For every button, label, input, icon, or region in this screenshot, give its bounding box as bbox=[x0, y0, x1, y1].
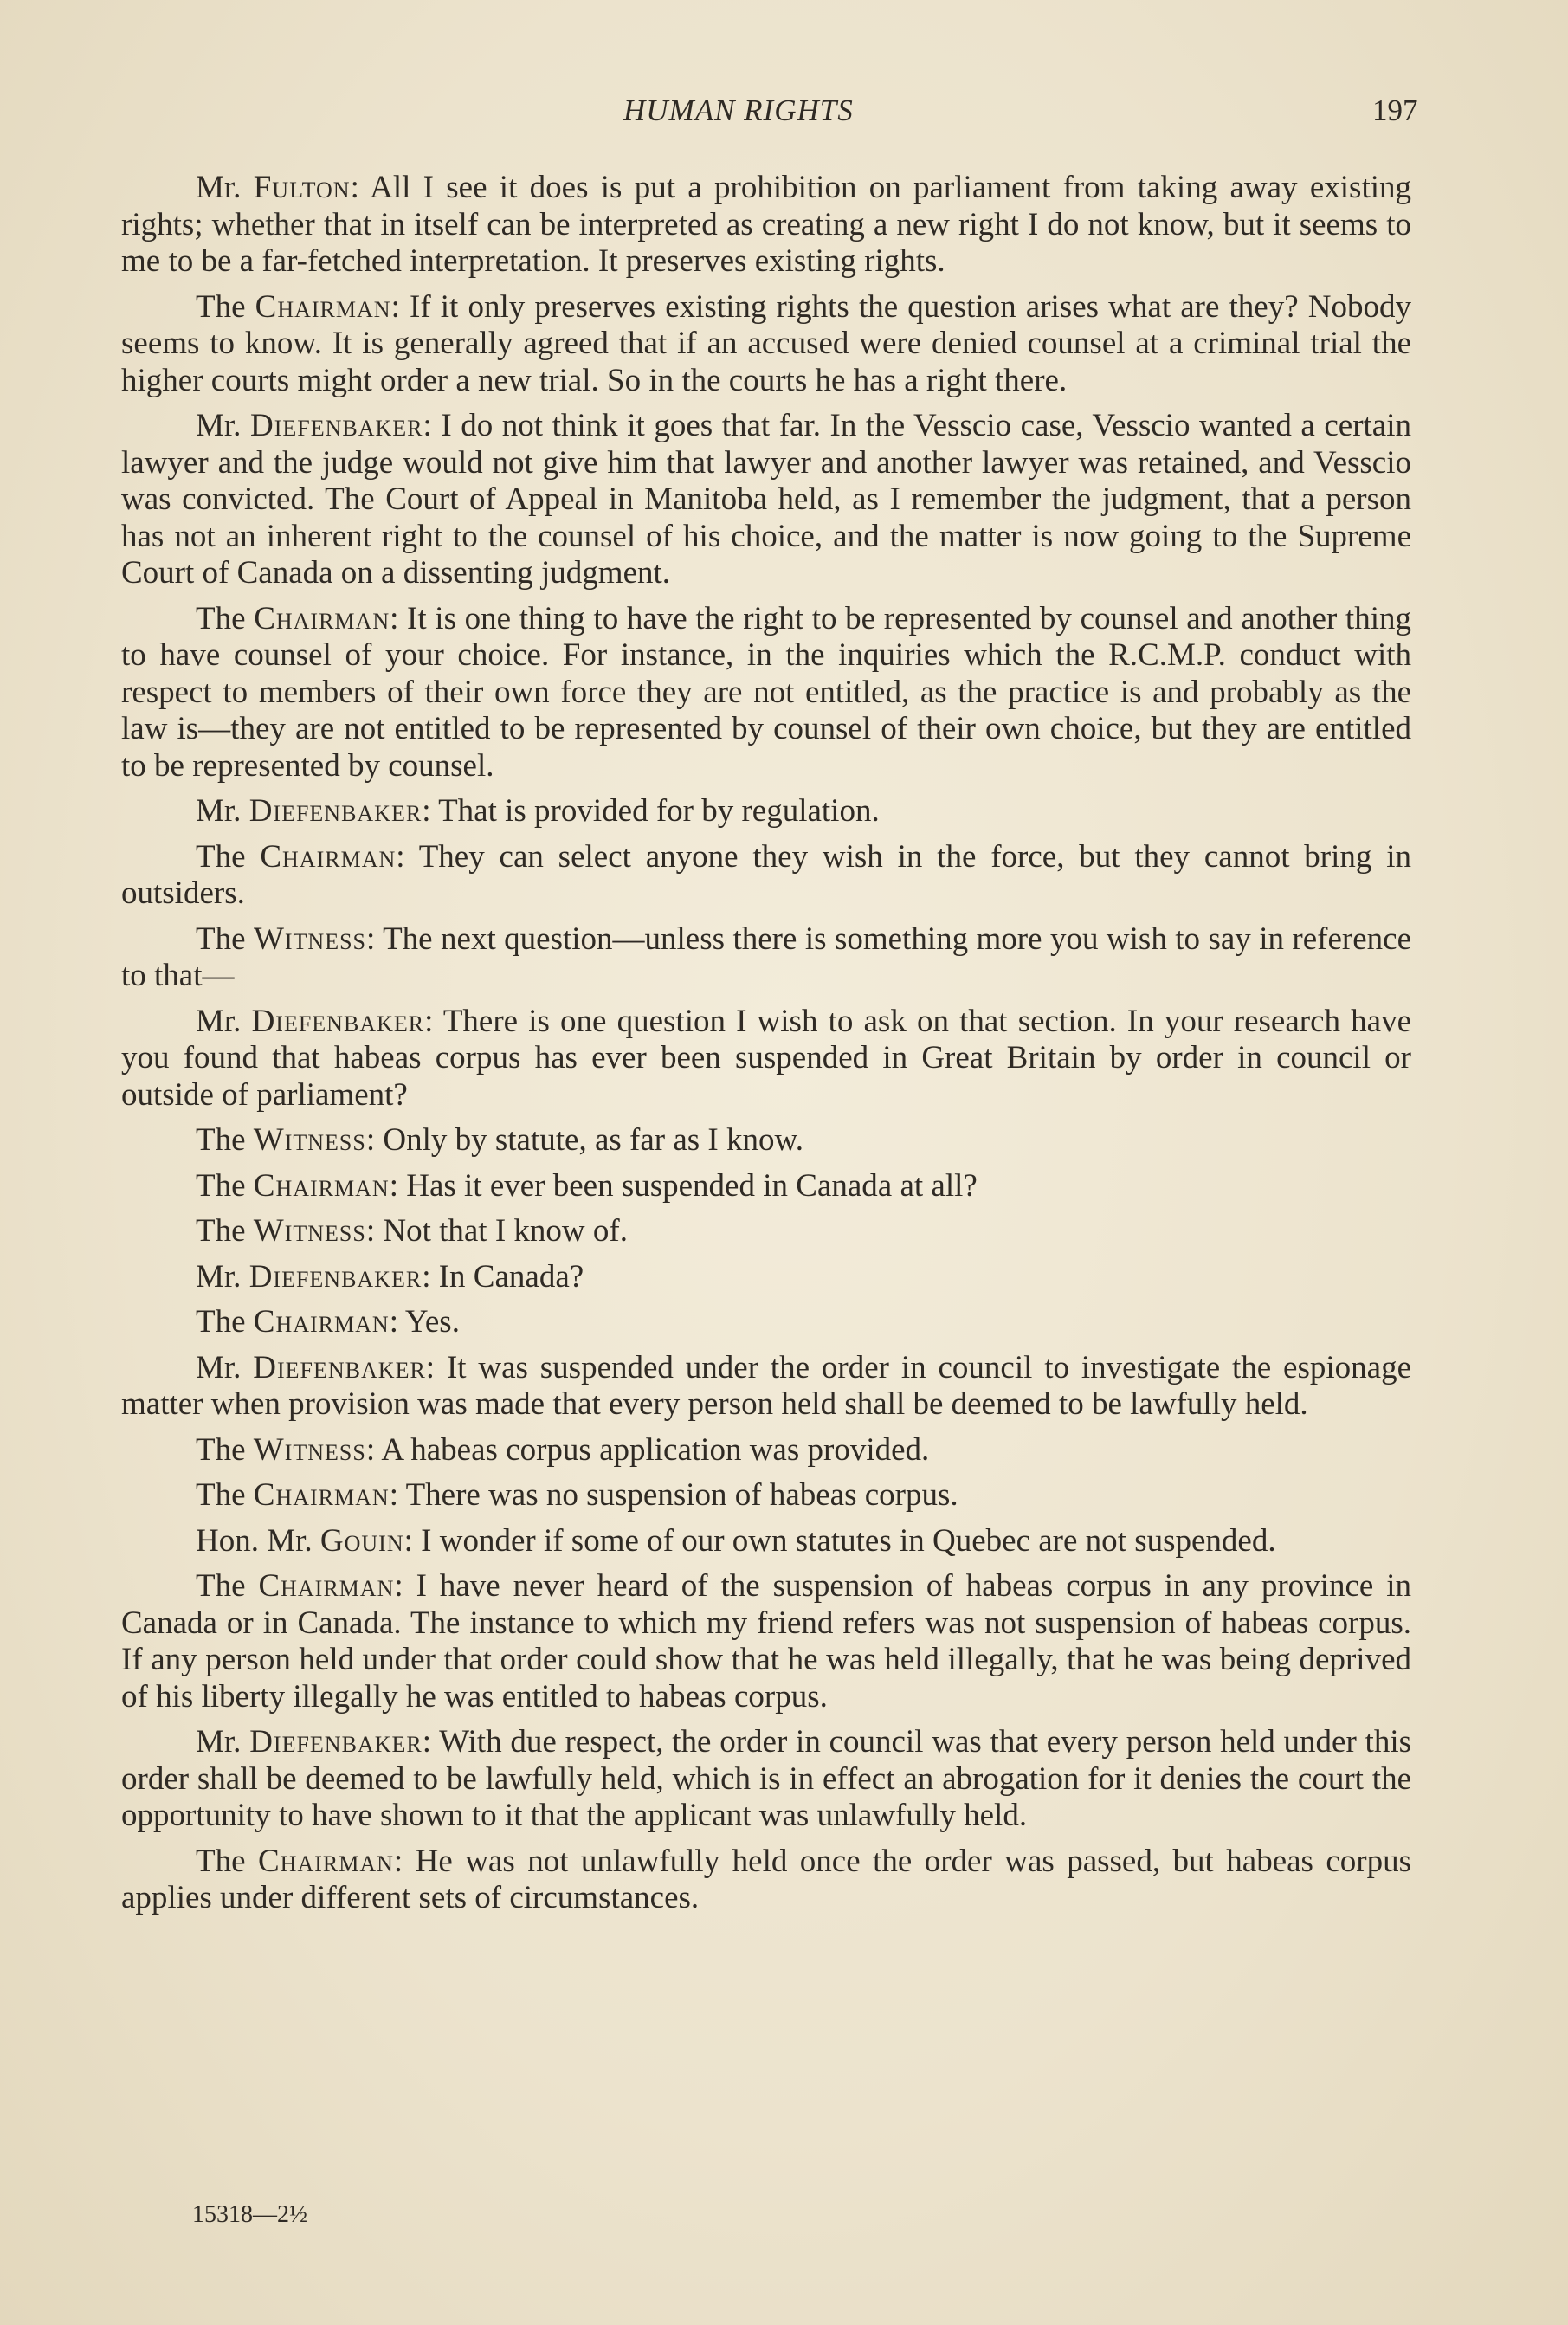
transcript-paragraph: The Chairman: Yes. bbox=[196, 1304, 460, 1340]
paragraph-text: In Canada? bbox=[438, 1258, 584, 1295]
transcript-paragraph: Mr. Diefenbaker: That is provided for by regulation. bbox=[196, 793, 880, 829]
speaker-name: Diefenbaker bbox=[251, 1003, 425, 1039]
transcript-paragraph: Mr. Diefenbaker: It was suspended under the order in council to investigate the espionage matter when provision was made that every person held shall be deemed to be lawfully held. bbox=[121, 1349, 1412, 1422]
transcript-paragraph: The Witness: Only by statute, as far as I know. bbox=[196, 1122, 804, 1158]
speaker-name: Witness bbox=[253, 920, 367, 957]
speaker-name: Chairman bbox=[253, 1477, 390, 1513]
speaker-title: Mr. bbox=[196, 170, 242, 205]
paragraph-text: That is provided for by regulation. bbox=[438, 793, 880, 829]
paragraph-text: With due respect, the order in council was that every person held under this order shall be deemed to be lawfully held, which is in effect an abrogation for it denies the court the opportunity to have shown to it that the applicant was unlawfully held. bbox=[121, 1724, 1411, 1833]
speaker-name: Chairman bbox=[253, 1304, 390, 1340]
paragraph-text: It was suspended under the order in council to investigate the espionage matter when provision was made that every person held shall be deemed to be lawfully held. bbox=[121, 1349, 1412, 1422]
paragraph-text: The next question—unless there is something more you wish to say in reference to that— bbox=[121, 920, 1411, 993]
paragraph-text: Has it ever been suspended in Canada at all? bbox=[406, 1167, 978, 1204]
transcript-paragraph: The Chairman: It is one thing to have the right to be represented by counsel and another thing to have counsel of your choice. For instance, in the inquiries which the R.C.M.P. conduct with respect to members of their own force they are not entitled, as the practice is and probably as the law is—they are not entitled to be represented by counsel of their own choice, but they are entitled to be represented by counsel. bbox=[121, 600, 1411, 784]
speaker-title: The bbox=[196, 1304, 246, 1340]
speaker-name: Chairman bbox=[258, 1568, 395, 1604]
speaker-name: Chairman bbox=[260, 838, 397, 875]
paragraph-text: He was not unlawfully held once the order was passed, but habeas corpus applies under different sets of circumstances. bbox=[121, 1843, 1412, 1915]
transcript-paragraph: The Chairman: I have never heard of the suspension of habeas corpus in any province in Canada or in Canada. The instance to which my friend refers was not suspension of habeas corpus. If any person held under that order could show that he was held illegally, that he was being deprived of his liberty illegally he was entitled to habeas corpus. bbox=[121, 1568, 1411, 1715]
speaker-name: Chairman bbox=[257, 1843, 394, 1879]
transcript-paragraph: Mr. Diefenbaker: With due respect, the order in council was that every person held under this order shall be deemed to be lawfully held, which is in effect an abrogation for it denies the court the opportunity to have shown to it that the applicant was unlawfully held. bbox=[121, 1724, 1411, 1833]
speaker-name: Diefenbaker bbox=[253, 1349, 426, 1385]
transcript-body bbox=[121, 170, 1411, 1926]
speaker-name: Witness bbox=[253, 1213, 366, 1249]
transcript-paragraph: Mr. Fulton: All I see it does is put a prohibition on parliament from taking away existing rights; whether that in itself can be interpreted as creating a new right I do not know, but it seems to me to be a far-fetched interpretation. It preserves existing rights. bbox=[121, 170, 1411, 279]
paragraph-text: All I see it does is put a prohibition on parliament from taking away existing rights; whether that in itself can be interpreted as creating a new right I do not know, but it seems to me to be a far-fetched interpretation. It preserves existing rights. bbox=[121, 170, 1411, 279]
paragraph-text: They can select anyone they wish in the force, but they cannot bring in outsiders. bbox=[121, 838, 1411, 911]
transcript-paragraph: The Chairman: If it only preserves existing rights the question arises what are they? Nobody seems to know. It is generally agreed that if an accused were denied counsel at a criminal trial the higher courts might order a new trial. So in the courts he has a right there. bbox=[121, 288, 1412, 398]
paragraph-text: Not that I know of. bbox=[383, 1213, 628, 1249]
paragraph-text: There is one question I wish to ask on that section. In your research have you found that habeas corpus has ever been suspended in Great Britain by order in council or outside of parliament? bbox=[121, 1003, 1411, 1113]
transcript-paragraph: The Chairman: Has it ever been suspended in Canada at all? bbox=[196, 1167, 978, 1204]
transcript-paragraph: Mr. Diefenbaker: I do not think it goes that far. In the Vesscio case, Vesscio wanted a certain lawyer and the judge would not give him that lawyer and another lawyer was retained, and Vesscio was convicted. The Court of Appeal in Manitoba held, as I remember the judgment, that a person has not an inherent right to the counsel of his choice, and the matter is now going to the Supreme Court of Canada on a dissenting judgment. bbox=[121, 408, 1412, 591]
running-title: HUMAN RIGHTS bbox=[623, 94, 854, 127]
speaker-title: Mr. bbox=[196, 1003, 242, 1039]
transcript-paragraph: Mr. Diefenbaker: There is one question I wish to ask on that section. In your research have you found that habeas corpus has ever been suspended in Great Britain by order in council or outside of parliament? bbox=[121, 1003, 1411, 1113]
paragraph-text: A habeas corpus application was provided. bbox=[381, 1431, 930, 1468]
speaker-title: The bbox=[196, 1213, 246, 1249]
speaker-title: Hon. Mr. bbox=[196, 1522, 313, 1559]
speaker-title: Mr. bbox=[196, 793, 242, 829]
speaker-title: The bbox=[196, 920, 246, 957]
speaker-title: The bbox=[196, 1122, 246, 1158]
speaker-title: Mr. bbox=[196, 1724, 242, 1760]
transcript-paragraph: The Witness: A habeas corpus application was provided. bbox=[196, 1431, 930, 1468]
speaker-title: The bbox=[196, 1477, 246, 1513]
paragraph-text: Only by statute, as far as I know. bbox=[383, 1122, 804, 1158]
speaker-title: The bbox=[196, 1568, 246, 1604]
speaker-title: The bbox=[196, 1843, 246, 1879]
speaker-title: Mr. bbox=[196, 408, 242, 443]
speaker-name: Witness bbox=[253, 1122, 366, 1158]
speaker-title: The bbox=[196, 288, 246, 325]
paragraph-text: I wonder if some of our own statutes in Quebec are not suspended. bbox=[421, 1522, 1276, 1559]
speaker-title: Mr. bbox=[196, 1258, 242, 1295]
speaker-name: Diefenbaker bbox=[250, 408, 423, 443]
transcript-paragraph: Hon. Mr. Gouin: I wonder if some of our own statutes in Quebec are not suspended. bbox=[196, 1522, 1276, 1559]
transcript-paragraph: The Chairman: There was no suspension of habeas corpus. bbox=[196, 1477, 958, 1513]
speaker-title: The bbox=[196, 838, 246, 875]
transcript-paragraph: The Witness: Not that I know of. bbox=[196, 1213, 628, 1249]
transcript-paragraph: The Chairman: He was not unlawfully held once the order was passed, but habeas corpus applies under different sets of circumstances. bbox=[121, 1843, 1412, 1915]
paragraph-text: I have never heard of the suspension of habeas corpus in any province in Canada or in Canada. The instance to which my friend refers was not suspension of habeas corpus. If any person held under that order could show that he was held illegally, that he was being deprived of his liberty illegally he was entitled to habeas corpus. bbox=[121, 1568, 1411, 1715]
speaker-title: The bbox=[196, 1167, 246, 1204]
paragraph-text: It is one thing to have the right to be represented by counsel and another thing to have counsel of your choice. For instance, in the inquiries which the R.C.M.P. conduct with respect to members of their own force they are not entitled, as the practice is and probably as the law is—they are not entitled to be represented by counsel of their own choice, but they are entitled to be represented by counsel. bbox=[121, 600, 1411, 784]
speaker-name: Witness bbox=[253, 1431, 366, 1468]
speaker-title: The bbox=[196, 600, 246, 636]
printer-code: 15318—2½ bbox=[192, 2201, 307, 2228]
page-number: 197 bbox=[1372, 94, 1418, 127]
speaker-title: Mr. bbox=[196, 1349, 242, 1385]
paragraph-text: Yes. bbox=[404, 1304, 460, 1340]
speaker-name: Chairman bbox=[255, 288, 391, 325]
speaker-name: Chairman bbox=[253, 1167, 390, 1204]
speaker-name: Gouin bbox=[319, 1522, 404, 1559]
speaker-name: Fulton bbox=[253, 170, 351, 205]
running-header bbox=[0, 94, 1568, 137]
speaker-name: Diefenbaker bbox=[248, 1258, 423, 1295]
transcript-paragraph: The Witness: The next question—unless there is something more you wish to say in reference to that— bbox=[121, 920, 1411, 993]
speaker-name: Diefenbaker bbox=[249, 1724, 423, 1760]
paragraph-text: I do not think it goes that far. In the Vesscio case, Vesscio wanted a certain lawyer and the judge would not give him that lawyer and another lawyer was retained, and Vesscio was convicted. The Court of Appeal in Manitoba held, as I remember the judgment, that a person has not an inherent right to the counsel of his choice, and the matter is now going to the Supreme Court of Canada on a dissenting judgment. bbox=[121, 408, 1412, 591]
speaker-title: The bbox=[196, 1431, 246, 1468]
speaker-name: Diefenbaker bbox=[248, 793, 423, 829]
transcript-paragraph: The Chairman: They can select anyone they wish in the force, but they cannot bring in outsiders. bbox=[121, 838, 1411, 911]
speaker-name: Chairman bbox=[254, 600, 390, 636]
transcript-paragraph: Mr. Diefenbaker: In Canada? bbox=[196, 1258, 584, 1295]
paragraph-text: There was no suspension of habeas corpus. bbox=[405, 1477, 958, 1513]
paragraph-text: If it only preserves existing rights the question arises what are they? Nobody seems to know. It is generally agreed that if an accused were denied counsel at a criminal trial the higher courts might order a new trial. So in the courts he has a right there. bbox=[121, 288, 1412, 398]
